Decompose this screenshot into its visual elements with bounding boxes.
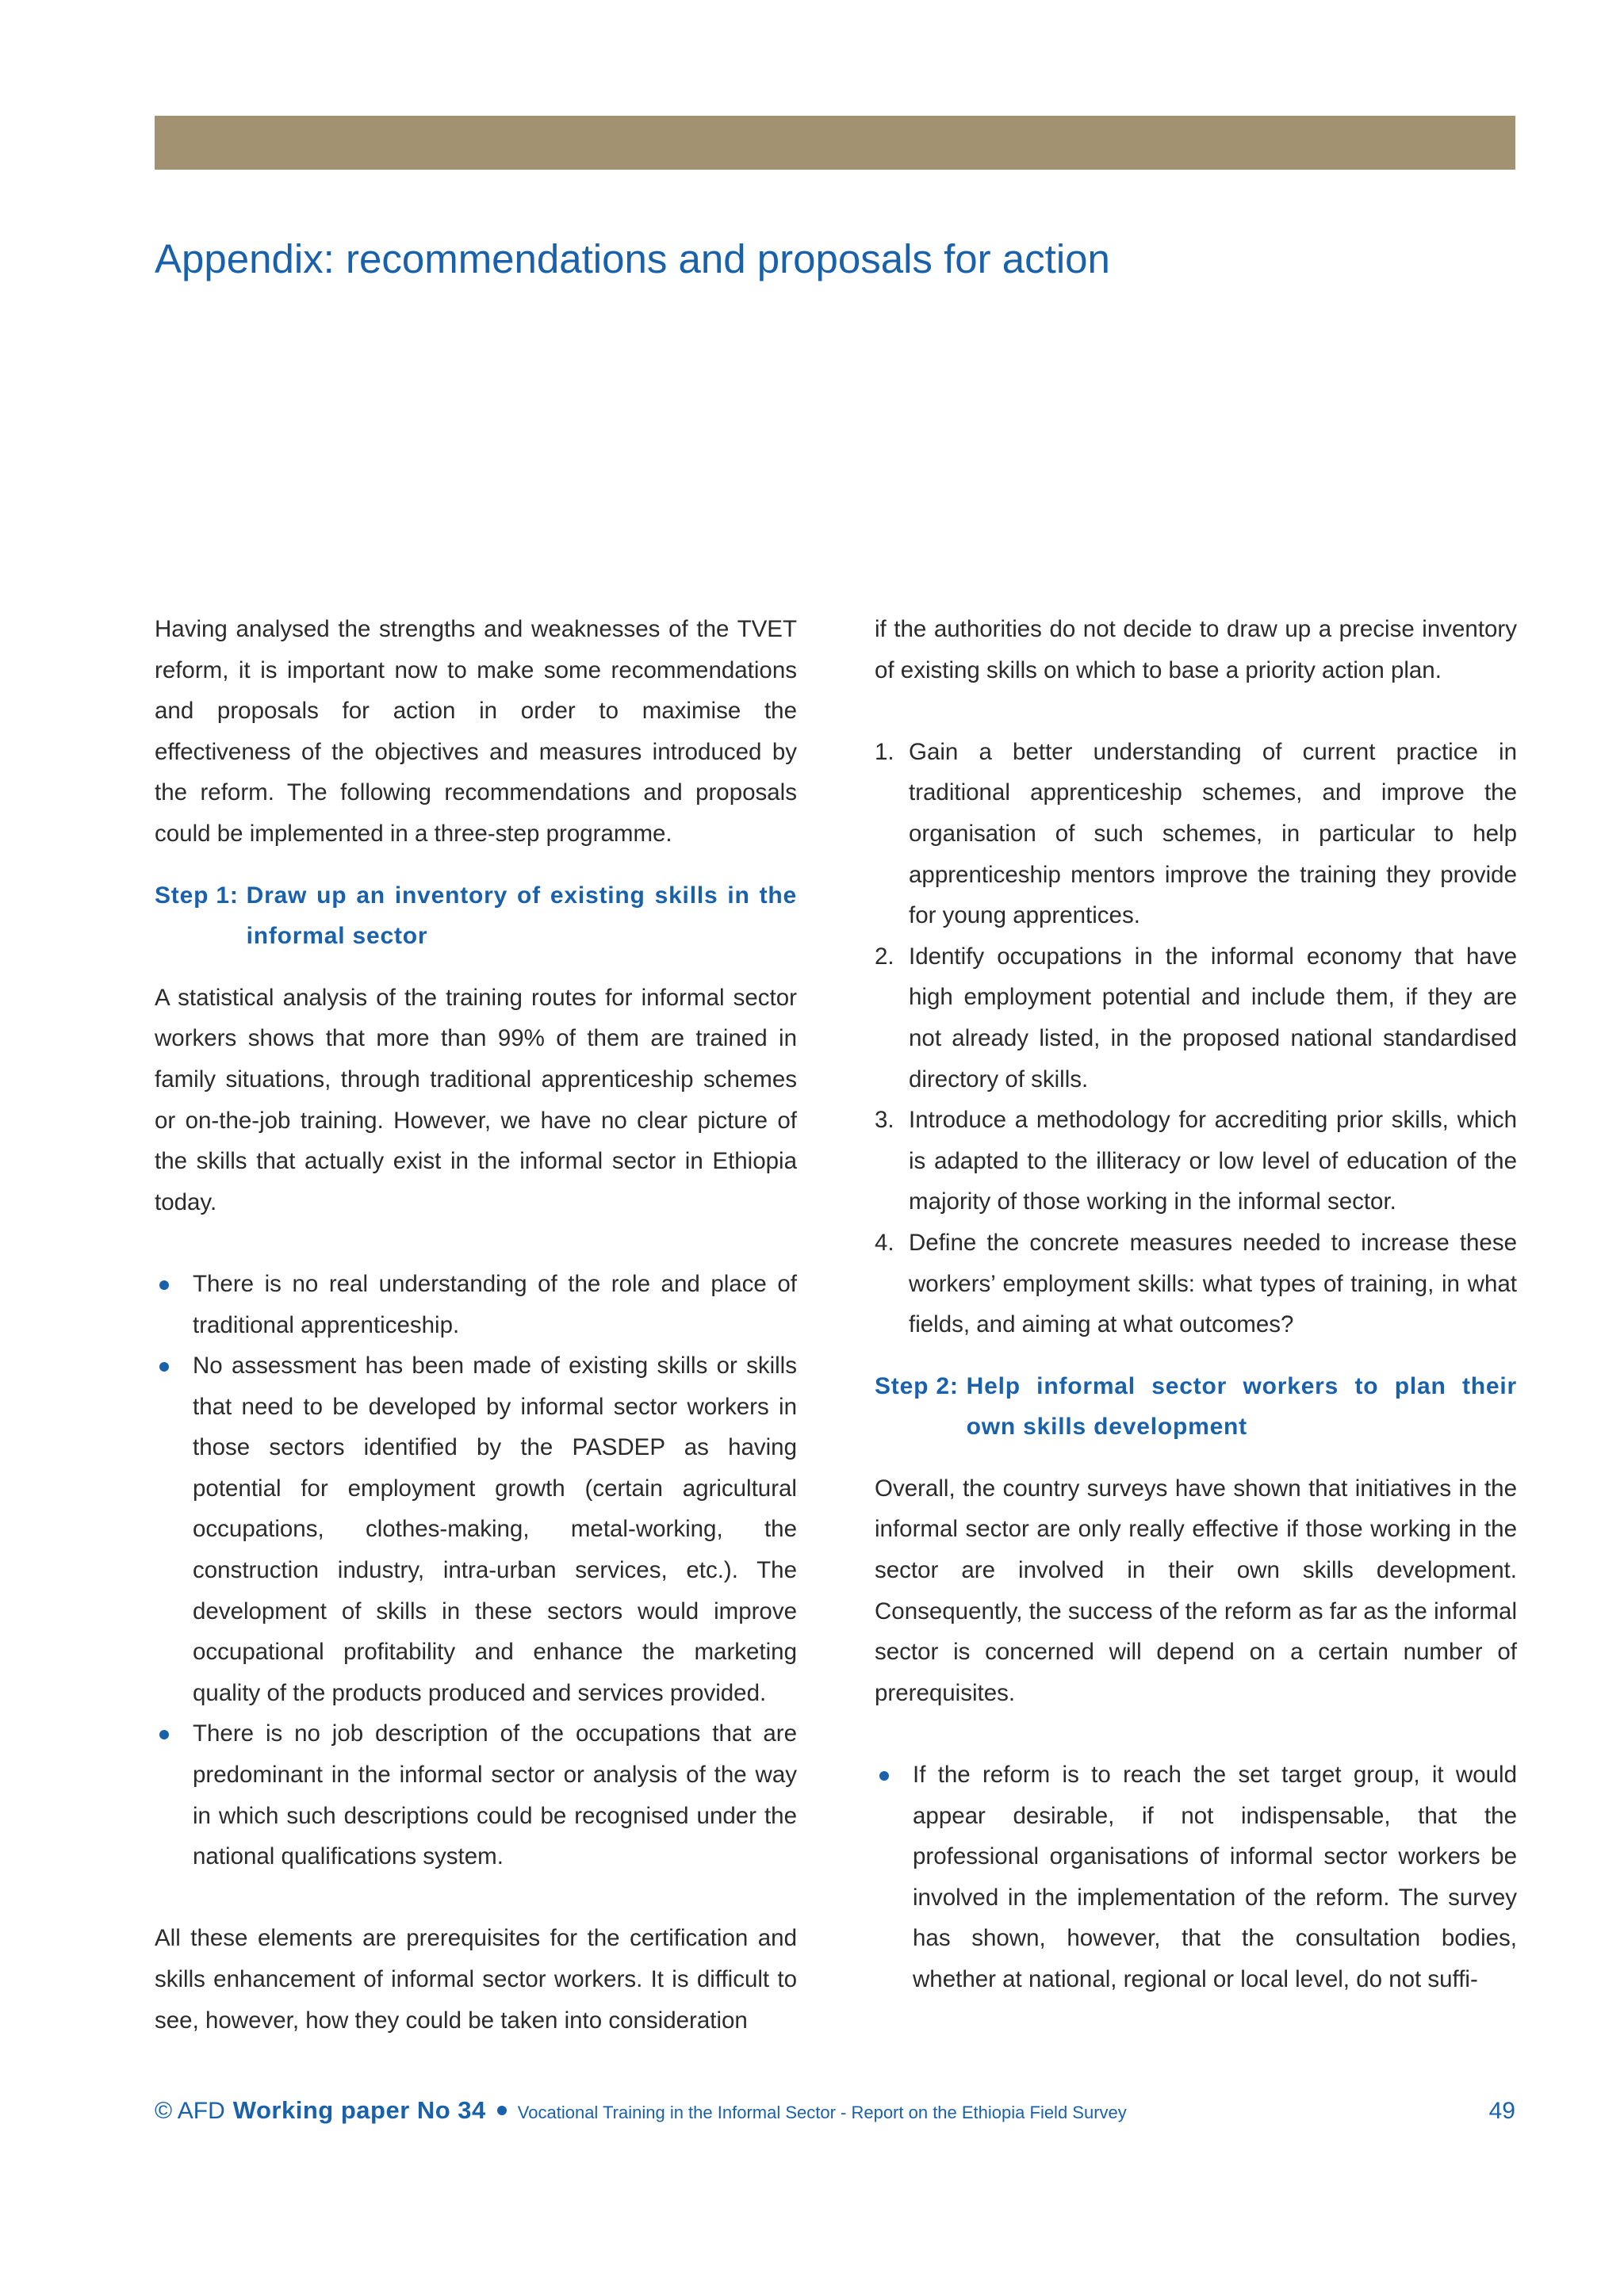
bullet-icon <box>159 1280 169 1290</box>
page-footer <box>155 2096 1515 2136</box>
numbered-item: 1. Gain a better understanding of current practice in traditional apprenticeship schemes, and improve the organisation of such schemes, in particular to help apprenticeship mentors improve the training they provide for young apprentices. <box>875 738 1517 929</box>
bullet-icon <box>879 1771 889 1781</box>
list-item: No assessment has been made of existing skills or skills that need to be developed by informal sector workers in those sectors identified by the PASDEP as having potential for employment growth (certain agricultural occupations, clothes-making, metal-working, the construction industry, intra-urban services, etc.). The development of skills in these sectors would improve occupational profitability and enhance the marketing quality of the products produced and services provided. <box>155 1345 797 1713</box>
series-title: Working paper No 34 <box>232 2096 486 2124</box>
copyright: © AFD <box>155 2098 225 2124</box>
bullet-icon <box>159 1730 169 1739</box>
numbered-item: 3. Introduce a methodology for accrediting prior skills, which is adapted to the illiteracy or low level of education of the majority of those working in the informal sector. <box>875 1107 1517 1215</box>
bullet-list <box>155 1264 797 1877</box>
header-band <box>155 116 1515 170</box>
report-subtitle: Vocational Training in the Informal Sector - Report on the Ethiopia Field Survey <box>517 2103 1127 2122</box>
bullet-icon <box>159 1362 169 1372</box>
list-item: If the reform is to reach the set target group, it would appear desirable, if not indispensable, that the professional organisations of informal sector workers be involved in the implementation of the reform. The survey has shown, however, that the consultation bodies, whether at national, regional or local level, do not suffi- <box>875 1755 1517 2000</box>
list-item: There is no job description of the occupations that are predominant in the informal sector or analysis of the way in which such descriptions could be recognised under the national qualifications system. <box>155 1713 797 1877</box>
step-2-heading <box>875 1366 1517 1448</box>
paragraph-prerequisites: All these elements are prerequisites for the certification and skills enhancement of informal sector workers. It is difficult to see, however, how they could be taken into consideration <box>155 1925 797 2034</box>
bullet-list-right <box>875 1755 1517 2000</box>
step-2-title: Help informal sector workers to plan their own skills development <box>966 1372 1517 1441</box>
numbered-item: 4. Define the concrete measures needed to increase these workers’ employment skills: what types of training, in what fields, and aiming at what outcomes? <box>875 1229 1517 1338</box>
paragraph-country-surveys: Overall, the country surveys have shown that initiatives in the informal sector are only really effective if those working in the sector are involved in their own skills development. Consequently, the success of the reform as far as the informal sector is concerned will depend on a certain number of prerequisites. <box>875 1475 1517 1706</box>
numbered-list <box>875 732 1517 1345</box>
intro-paragraph: Having analysed the strengths and weaknesses of the TVET reform, it is important now to make some recommendations and proposals for action in order to maximise the effectiveness of the objectives and measures introduced by the reform. The following recommendations and proposals could be implemented in a three-step programme. <box>155 616 797 847</box>
step-1-heading <box>155 875 797 957</box>
separator-dot-icon <box>497 2106 507 2115</box>
step-1-title: Draw up an inventory of existing skills in the informal sector <box>246 882 797 950</box>
list-item: There is no real understanding of the role and place of traditional apprenticeship. <box>155 1264 797 1345</box>
step-2-number: Step 2: <box>875 1372 959 1399</box>
continued-paragraph: if the authorities do not decide to draw up a precise inventory of existing skills on which to base a priority action plan. <box>875 616 1517 683</box>
right-column <box>875 609 1517 2000</box>
left-column <box>155 609 797 2041</box>
page-number: 49 <box>1488 2098 1515 2124</box>
paragraph-training-routes: A statistical analysis of the training routes for informal sector workers shows that more than 99% of them are trained in family situations, through traditional apprenticeship schemes or on-the-job training. However, we have no clear picture of the skills that actually exist in the informal sector in Ethiopia today. <box>155 984 797 1215</box>
step-1-number: Step 1: <box>155 882 239 909</box>
page-title: Appendix: recommendations and proposals for action <box>155 236 1110 281</box>
numbered-item: 2. Identify occupations in the informal economy that have high employment potential and include them, if they are not already listed, in the proposed national standardised directory of skills. <box>875 943 1517 1093</box>
